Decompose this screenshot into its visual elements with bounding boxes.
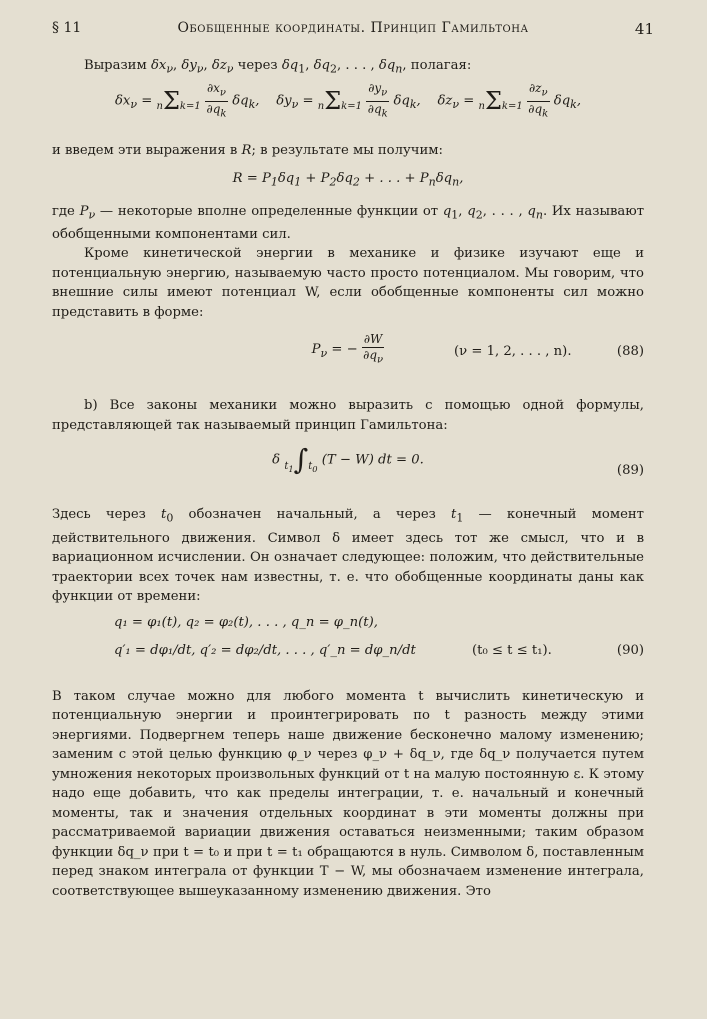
equation-90-line1: q₁ = φ₁(t), q₂ = φ₂(t), . . . , q_n = φ_n(t), xyxy=(114,614,378,630)
running-header xyxy=(52,20,654,44)
equation-90-number: (90) xyxy=(616,642,644,658)
paragraph-final: В таком случае можно для любого момента t вычислить кинетическую и потенциальную энергии и проинтегрировать по t разность между этими энергиями. Подвергнем теперь наше движение бесконечно малому изменению; заменим с этой целью функцию φ_ν через φ_ν + δq_ν, где δq_ν получается путем умножения некоторых произвольных функций от t на малую постоянную ε. К этому надо еще добавить, что как пределы интеграции, т. е. начальный и конечный моменты, так и значения отдельных координат в эти моменты должны при рассматриваемой вариации движения оставаться неизменными; таким образом функции δq_ν при t = t₀ и при t = t₁ обращаются в нуль. Символом δ, поставленным перед знаком интеграла от функции T − W, мы обозначаем изменение интеграла, соответствующее вышеуказанному изменению движения. Это xyxy=(52,688,644,899)
equation-90 xyxy=(52,613,644,673)
equation-88-number: (88) xyxy=(616,344,644,360)
equation-R: $R = P_1\delta q_1 + P_2\delta q_2$ + . . . + $P_n\delta q_n$, xyxy=(232,170,464,189)
page-body xyxy=(52,56,644,901)
running-title: Обобщенные координаты. Принцип Гамильтона xyxy=(177,20,529,36)
equation-deltas: $\delta x_\nu = n\Sigma k=1$ $\frac{\partial x_\nu}{\partial q_k}$ $\delta q_k$, $\delta y_\nu = n\Sigma k=1$ $\frac{\partial y_\nu}{\partial q_k}$ $\delta q_k$, $\delta z_\nu = n\Sigma k=1$ $\frac{\partial z_\nu}{\partial q_k}$ $\delta q_k$, xyxy=(114,81,582,119)
paragraph-b: b) Все законы механики можно выразить с помощью одной формулы, представляющей так называемый принцип Гамильтона: xyxy=(52,398,644,433)
section-number: § 11 xyxy=(52,20,82,36)
paragraph-here: Здесь через $t_0$ обозначен начальный, а через $t_1$ — конечный момент действительного движения. Символ δ имеет здесь тот же смысл, что и в вариационном исчислении. Он означает следующее: положим, что действительные траектории всех точек нам известны, т. е. что обобщенные координаты даны как функции от времени: xyxy=(52,507,644,605)
paragraph-where: где $P_\nu$ — некоторые вполне определенные функции от $q_1$, $q_2$, . . . , $q_n$. Их называют обобщенными компонентами сил. xyxy=(52,203,645,242)
equation-88: $P_\nu$ = − $\frac{\partial W}{\partial q_\nu}$ (ν = 1, 2, . . . , n). (88) xyxy=(311,332,644,366)
equation-89: δ $t_1\int t_0$ (T − W) dt = 0. (89) xyxy=(52,441,644,497)
page-number: 41 xyxy=(634,20,654,38)
equation-88-condition: (ν = 1, 2, . . . , n). xyxy=(454,344,572,360)
equation-89-number: (89) xyxy=(616,463,644,479)
equation-90-line2: q′₁ = dφ₁/dt, q′₂ = dφ₂/dt, . . . , q′_n = dφ_n/dt xyxy=(114,642,416,658)
paragraph-express: Выразим $\delta x_\nu$, $\delta y_\nu$, $\delta z_\nu$ через $\delta q_1$, $\delta q_2$, . . . , $\delta q_n$, полагая: xyxy=(84,58,472,76)
equation-90-condition: (t₀ ≤ t ≤ t₁). xyxy=(472,642,552,658)
paragraph-potential: Кроме кинетической энергии в механике и физике изучают еще и потенциальную энергию, называемую часто просто потенциалом. Мы говорим, что внешние силы имеют потенциал W, если обобщенные компоненты сил можно представить в форме: xyxy=(52,246,644,320)
paragraph-insert: и введем эти выражения в R; в результате мы получим: xyxy=(52,143,443,159)
